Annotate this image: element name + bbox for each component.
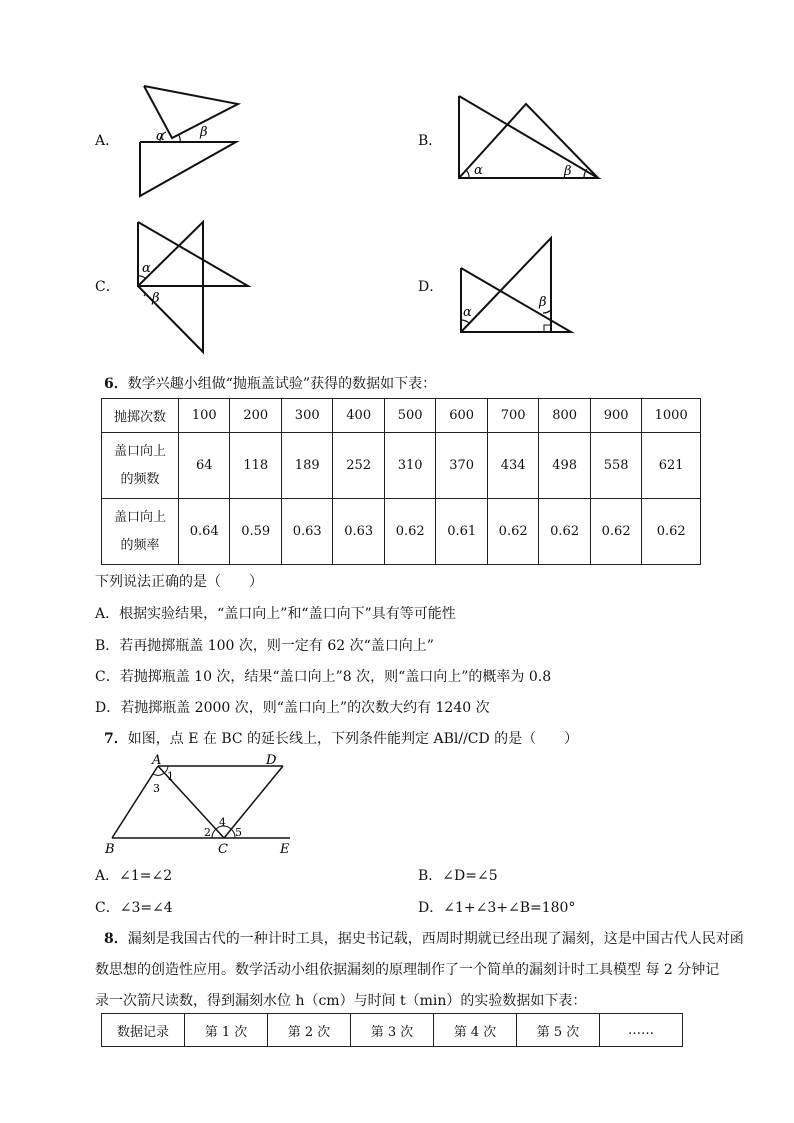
q6-data-table [101, 398, 701, 565]
table-cell: 800 [539, 399, 590, 433]
angle-1-label: 1 [167, 770, 174, 783]
q6-stem: 6．数学兴趣小组做“抛瓶盖试验”获得的数据如下表： [104, 376, 437, 392]
table-cell: 第 3 次 [351, 1014, 434, 1047]
q6-choice-a: A．根据实验结果，“盖口向上”和“盖口向下”具有等可能性 [95, 606, 456, 622]
point-d-label: D [266, 753, 277, 768]
table-row [102, 433, 701, 499]
q6-choice-c: C．若抛掷瓶盖 10 次，结果“盖口向上”8 次，则“盖口向上”的概率为 0.8 [95, 669, 552, 685]
table-cell: 0.62 [487, 499, 538, 565]
table-cell: 0.64 [179, 499, 230, 565]
q8-data-table [101, 1013, 683, 1047]
beta-label: β [200, 125, 208, 140]
table-cell: 0.63 [333, 499, 384, 565]
alpha-label: α [156, 129, 165, 144]
point-c-label: C [218, 842, 228, 857]
table-cell: 第 4 次 [434, 1014, 517, 1047]
table-cell: 434 [487, 433, 538, 499]
table-cell: 0.61 [436, 499, 487, 565]
table-cell: 0.63 [281, 499, 332, 565]
angle-2-label: 2 [204, 826, 211, 839]
table-cell: 1000 [642, 399, 701, 433]
angle-5-label: 5 [235, 826, 242, 839]
table-cell: 370 [436, 433, 487, 499]
table-cell: 558 [590, 433, 641, 499]
option-a-label: A． [95, 133, 120, 149]
table-cell: 第 5 次 [517, 1014, 600, 1047]
angle-4-label: 4 [219, 816, 226, 829]
point-e-label: E [280, 842, 290, 857]
figure-option-b [452, 90, 607, 185]
q7-stem: 7．如图，点 E 在 BC 的延长线上，下列条件能判定 ABl//CD 的是（ ） [104, 731, 579, 747]
table-cell: 0.62 [642, 499, 701, 565]
table-cell: 第 2 次 [268, 1014, 351, 1047]
q7-choice-d: D．∠1+∠3+∠B=180° [418, 900, 576, 916]
q7-choice-b: B．∠D=∠5 [418, 868, 498, 884]
table-cell: 数据记录 [102, 1014, 185, 1047]
row-header: 抛掷次数 [102, 399, 179, 433]
point-b-label: B [105, 842, 115, 857]
figure-option-c [130, 218, 255, 358]
beta-label: β [152, 291, 160, 306]
alpha-label: α [142, 261, 151, 276]
alpha-label: α [463, 305, 472, 320]
table-cell: 600 [436, 399, 487, 433]
table-cell: 0.62 [539, 499, 590, 565]
table-cell: 500 [384, 399, 435, 433]
table-cell: 200 [230, 399, 281, 433]
table-cell: …… [600, 1014, 683, 1047]
table-row [102, 1014, 683, 1047]
q8-line-2: 数思想的创造性应用。数学活动小组依据漏刻的原理制作了一个简单的漏刻计时工具模型 每 2 分钟记 [95, 962, 720, 978]
q6-choice-b: B．若再抛掷瓶盖 100 次，则一定有 62 次“盖口向上” [95, 638, 434, 654]
row-header: 盖口向上 的频数 [102, 433, 179, 499]
beta-label: β [539, 295, 547, 310]
table-cell: 64 [179, 433, 230, 499]
beta-label: β [564, 164, 572, 179]
q7-choice-a: A．∠1=∠2 [95, 868, 173, 884]
table-cell: 100 [179, 399, 230, 433]
table-cell: 400 [333, 399, 384, 433]
table-cell: 700 [487, 399, 538, 433]
table-cell: 300 [281, 399, 332, 433]
option-b-label: B． [418, 133, 443, 149]
triangle-bottom [140, 142, 236, 196]
figure-option-d [455, 232, 580, 340]
table-cell: 621 [642, 433, 701, 499]
option-d-label: D． [418, 279, 444, 295]
q8-line-1: 8．漏刻是我国古代的一种计时工具，据史书记载，西周时期就已经出现了漏刻，这是中国古代人民对函 [104, 931, 744, 947]
option-c-label: C． [95, 279, 120, 295]
table-cell: 118 [230, 433, 281, 499]
table-cell: 0.59 [230, 499, 281, 565]
table-cell: 第 1 次 [185, 1014, 268, 1047]
point-a-label: A [152, 753, 162, 768]
figure-option-a [130, 80, 250, 200]
q6-choice-d: D．若抛掷瓶盖 2000 次，则“盖口向上”的次数大约有 1240 次 [95, 700, 490, 716]
table-row [102, 499, 701, 565]
table-cell: 0.62 [384, 499, 435, 565]
table-cell: 189 [281, 433, 332, 499]
alpha-label: α [474, 163, 483, 178]
q8-line-3: 录一次箭尺读数，得到漏刻水位 h（cm）与时间 t（min）的实验数据如下表： [95, 993, 587, 1009]
angle-3-label: 3 [153, 782, 160, 795]
q7-figure [100, 752, 300, 860]
q6-prompt: 下列说法正确的是（ ） [95, 574, 263, 590]
row-header: 盖口向上 的频率 [102, 499, 179, 565]
table-cell: 900 [590, 399, 641, 433]
q7-choice-c: C．∠3=∠4 [95, 900, 173, 916]
table-cell: 0.62 [590, 499, 641, 565]
table-cell: 498 [539, 433, 590, 499]
table-row [102, 399, 701, 433]
table-cell: 310 [384, 433, 435, 499]
table-cell: 252 [333, 433, 384, 499]
